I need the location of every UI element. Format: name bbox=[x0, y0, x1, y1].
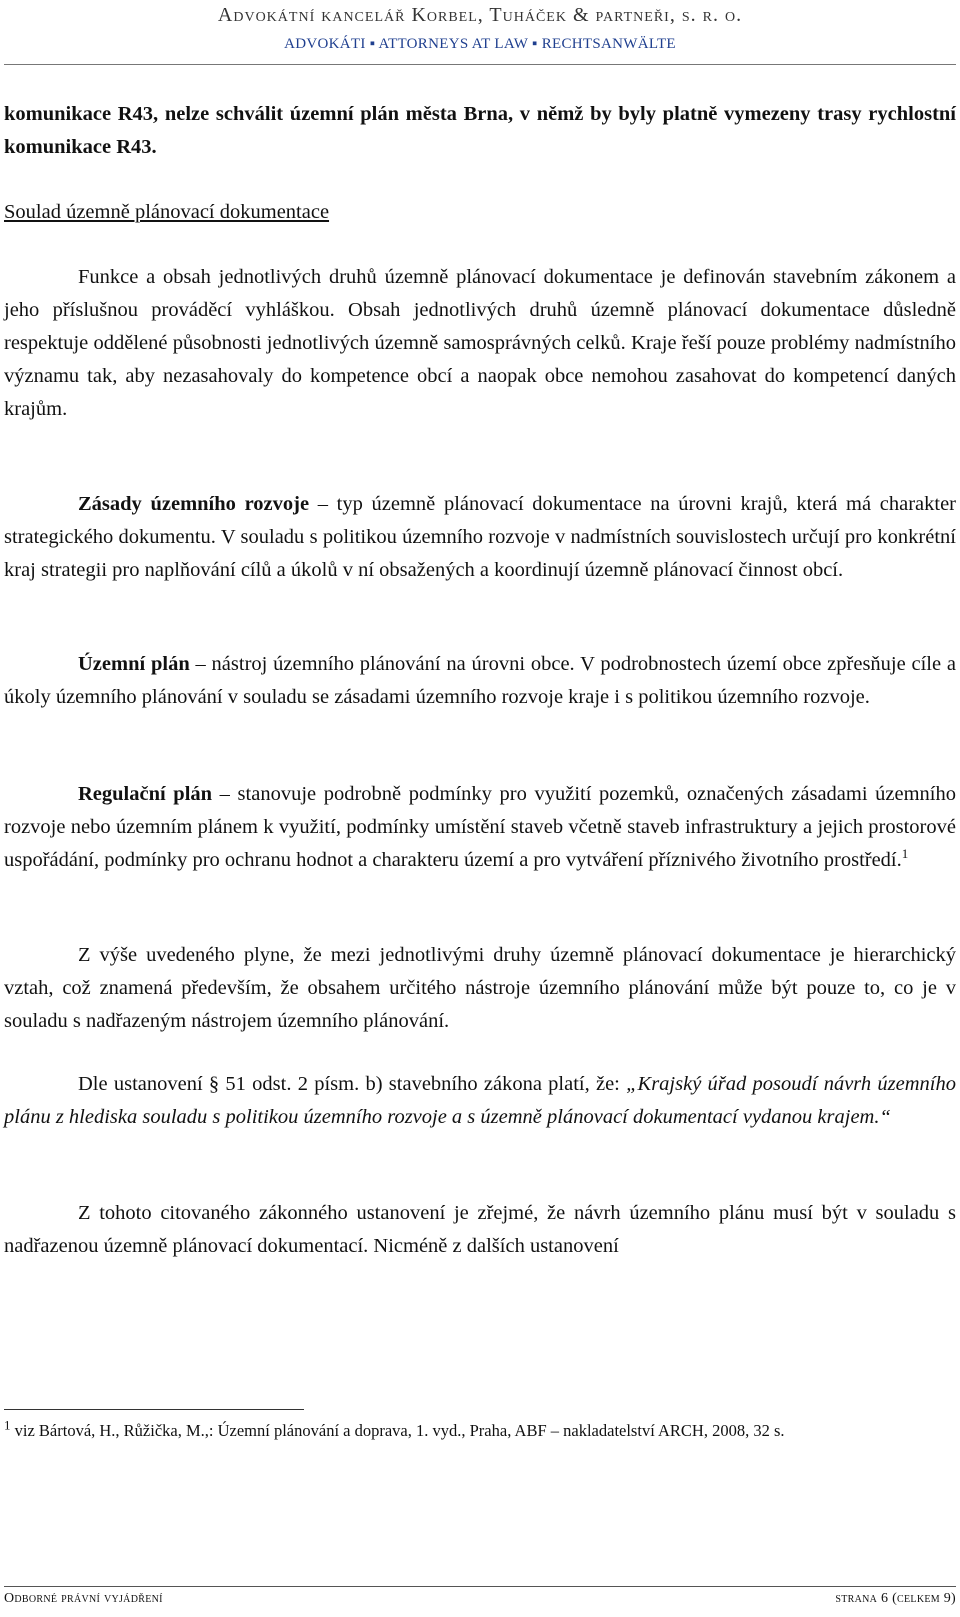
section-heading bbox=[4, 196, 956, 229]
paragraph-8 bbox=[4, 1197, 956, 1263]
paragraph-6-text: Z výše uvedeného plyne, že mezi jednotlivými druhy územně plánovací dokumentace je hierarchický vztah, což znamená především, že obsahem určitého nástroje územního plánování může být pouze to, co je v souladu s nadřazeným nástrojem územního plánování. bbox=[4, 944, 956, 1032]
footer-document-title: Odborné právní vyjádření bbox=[4, 1591, 163, 1606]
paragraph-3-text bbox=[4, 488, 956, 587]
paragraph-5 bbox=[4, 778, 956, 877]
paragraph-4-text bbox=[4, 648, 956, 714]
paragraph-7 bbox=[4, 1068, 956, 1134]
paragraph-2-text: Funkce a obsah jednotlivých druhů územně plánovací dokumentace je definován stavebním zákonem a jeho příslušnou prováděcí vyhláškou. Obsah jednotlivých druhů územně plánovací dokumentace důsledně respektuje oddělené působnosti jednotlivých územně samosprávných celků. Kraje řeší pouze problémy nadmístního významu tak, aby nezasahovaly do kompetence obcí a naopak obce nemohou zasahovat do kompetencí daných krajům. bbox=[4, 266, 956, 420]
paragraph-6 bbox=[4, 939, 956, 1038]
paragraph-1-text: komunikace R43, nelze schválit územní plán města Brna, v němž by byly platně vymezeny trasy rychlostní komunikace R43. bbox=[4, 103, 956, 158]
paragraph-4 bbox=[4, 648, 956, 714]
footnote-divider bbox=[4, 1409, 304, 1410]
footnote-text: viz Bártová, H., Růžička, M.,: Územní plánování a doprava, 1. vyd., Praha, ABF – nakladatelství ARCH, 2008, 32 s. bbox=[10, 1421, 785, 1440]
term-uzemni-plan: Územní plán bbox=[78, 653, 190, 675]
paragraph-3-body: – typ územně plánovací dokumentace na úrovni krajů, která má charakter strategického dokumentu. V souladu s politikou územního rozvoje v nadmístních souvislostech určují pro konkrétní kraj strategii pro naplňování cílů a úkolů v ní obsažených a koordinují územně plánovací činnost obcí. bbox=[4, 493, 956, 581]
paragraph-1 bbox=[4, 98, 956, 164]
footnote bbox=[4, 1419, 956, 1443]
letterhead-tagline: ADVOKÁTI ▪ ATTORNEYS AT LAW ▪ RECHTSANWÄLTE bbox=[284, 36, 676, 52]
header-divider bbox=[4, 64, 956, 65]
term-zasady: Zásady územního rozvoje bbox=[78, 493, 310, 515]
letterhead-firm-name: Advokátní kancelář Korbel, Tuháček & partneři, s. r. o. bbox=[217, 4, 743, 26]
section-heading-text: Soulad územně plánovací dokumentace bbox=[4, 201, 330, 223]
footnote-mark: 1 bbox=[4, 1417, 11, 1433]
term-regulacni-plan: Regulační plán bbox=[78, 783, 213, 805]
footer-page-number: strana 6 (celkem 9) bbox=[835, 1591, 956, 1606]
footnote-reference[interactable]: 1 bbox=[901, 846, 909, 862]
paragraph-3 bbox=[4, 488, 956, 587]
statute-quote: „Krajský úřad posoudí návrh územního plánu z hlediska souladu s politikou územního rozvoje a s územně plánovací dokumentací vydanou krajem.“ bbox=[4, 1073, 956, 1128]
footer-divider bbox=[4, 1586, 956, 1587]
paragraph-8-text: Z tohoto citovaného zákonného ustanovení je zřejmé, že návrh územního plánu musí být v souladu s nadřazenou územně plánovací dokumentací. Nicméně z dalších ustanovení bbox=[4, 1202, 956, 1257]
paragraph-5-body: – stanovuje podrobně podmínky pro využití pozemků, označených zásadami územního rozvoje nebo územním plánem k využití, podmínky umístění staveb včetně staveb infrastruktury a jejich prostorové uspořádání, podmínky pro ochranu hodnot a charakteru území a pro vytváření příznivého životního prostředí. bbox=[4, 783, 956, 871]
paragraph-7-text bbox=[4, 1068, 956, 1134]
paragraph-7-lead: Dle ustanovení § 51 odst. 2 písm. b) stavebního zákona platí, že: bbox=[78, 1073, 627, 1095]
paragraph-2 bbox=[4, 261, 956, 426]
paragraph-4-body: – nástroj územního plánování na úrovni obce. V podrobnostech území obce zpřesňuje cíle a úkoly územního plánování v souladu se zásadami územního rozvoje kraje i s politikou územního rozvoje. bbox=[4, 653, 956, 708]
paragraph-5-text bbox=[4, 778, 956, 877]
